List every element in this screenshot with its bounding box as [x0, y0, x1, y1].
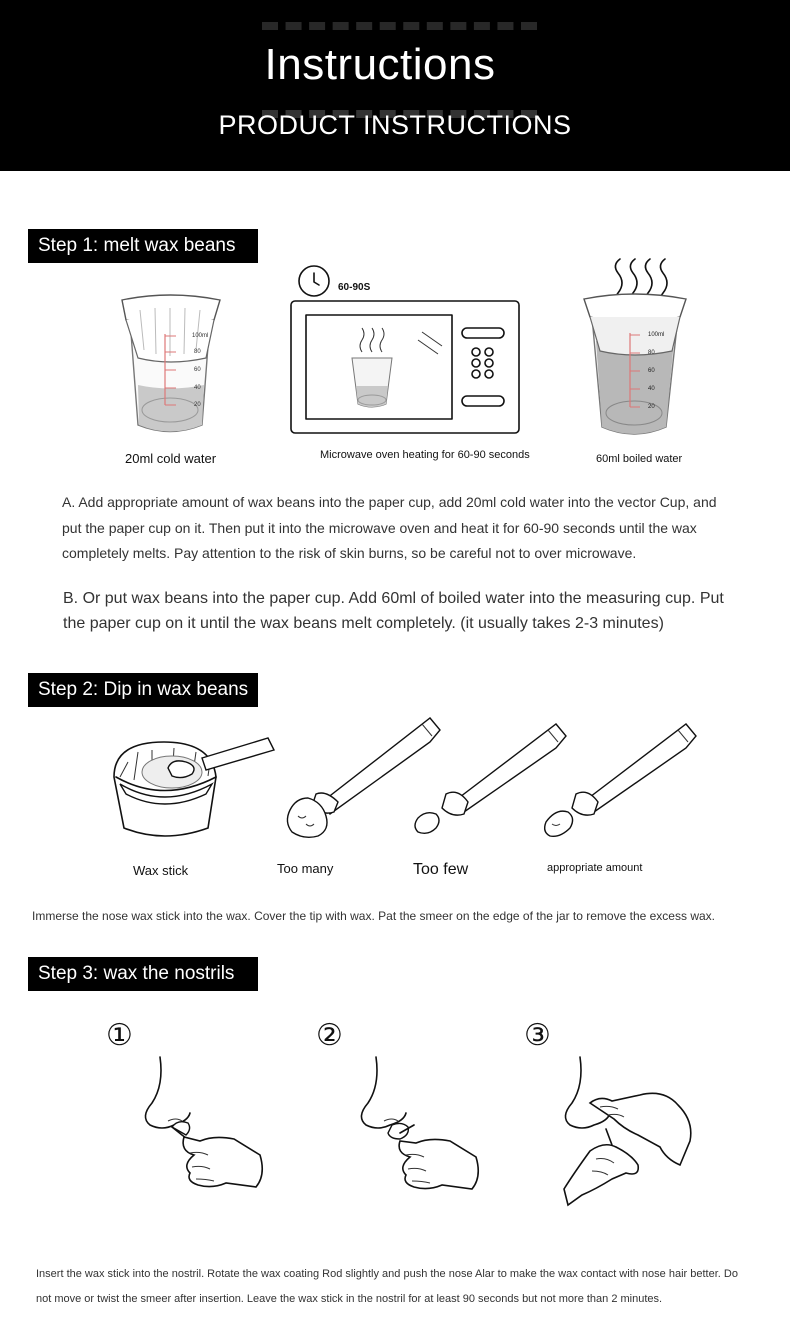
page-title: Instructions	[264, 40, 496, 89]
nose-wax-insert-illustration	[138, 1055, 273, 1200]
svg-text:60: 60	[648, 368, 655, 374]
caption-microwave: Microwave oven heating for 60-90 seconds	[320, 449, 530, 461]
step1-paragraph-b: B. Or put wax beans into the paper cup. Add 60ml of boiled water into the measuring cup. Put the paper cup on it until the wax beans melt completely. (it usually takes 2-3 minutes)	[63, 590, 724, 632]
step3-paragraph: Insert the wax stick into the nostril. Rotate the wax coating Rod slightly and push the nose Alar to make the wax contact with nose hair better. Do not move or twist the smeer after insertion. Leave the wax stick in the nostril for at least 90 seconds but not more than 2 minutes.	[36, 1268, 738, 1305]
cold-water-cup-illustration	[110, 290, 240, 440]
svg-text:20: 20	[648, 404, 655, 410]
page-subtitle: PRODUCT INSTRUCTIONS	[218, 110, 572, 140]
microwave-illustration	[290, 300, 522, 436]
step3-number-1: ①	[106, 1019, 133, 1052]
stick-appropriate-wax-illustration	[540, 722, 700, 842]
svg-text:40: 40	[648, 386, 655, 392]
step1-paragraph-a: A. Add appropriate amount of wax beans into the paper cup, add 20ml cold water into the vector Cup, and put the paper cup on it. Then put it into the microwave oven and heat it for 60-90 seconds until the wax completely melts. Pay attention to the risk of skin burns, so be careful not to over microwave.	[62, 494, 717, 561]
caption-cold-water: 20ml cold water	[125, 451, 217, 466]
header-banner	[0, 0, 790, 171]
caption-too-many: Too many	[277, 861, 334, 876]
timer-label: 60-90S	[338, 282, 371, 293]
boiled-water-cup-illustration	[578, 255, 708, 440]
nose-wax-rotate-illustration	[356, 1055, 491, 1200]
caption-appropriate-amount: appropriate amount	[547, 862, 643, 874]
caption-boiled-water: 60ml boiled water	[596, 453, 683, 465]
step1-badge: Step 1: melt wax beans	[28, 229, 258, 263]
svg-text:80: 80	[648, 350, 655, 356]
step3-number-2: ②	[316, 1019, 343, 1052]
svg-text:60: 60	[194, 367, 201, 373]
wax-cup-with-stick-illustration	[112, 732, 282, 847]
timer-icon	[298, 265, 332, 299]
step2-paragraph: Immerse the nose wax stick into the wax. Cover the tip with wax. Pat the smeer on the edge of the jar to remove the excess wax.	[32, 909, 715, 923]
step3-badge: Step 3: wax the nostrils	[28, 957, 258, 991]
step2-badge: Step 2: Dip in wax beans	[28, 673, 258, 707]
svg-text:100ml: 100ml	[192, 333, 209, 339]
svg-text:20: 20	[194, 402, 201, 408]
svg-text:100ml: 100ml	[648, 332, 665, 338]
svg-text:40: 40	[194, 385, 201, 391]
step3-number-3: ③	[524, 1019, 551, 1052]
svg-text:80: 80	[194, 349, 201, 355]
caption-too-few: Too few	[413, 861, 469, 878]
nose-wax-push-alar-illustration	[560, 1055, 700, 1215]
caption-wax-stick: Wax stick	[133, 863, 189, 878]
